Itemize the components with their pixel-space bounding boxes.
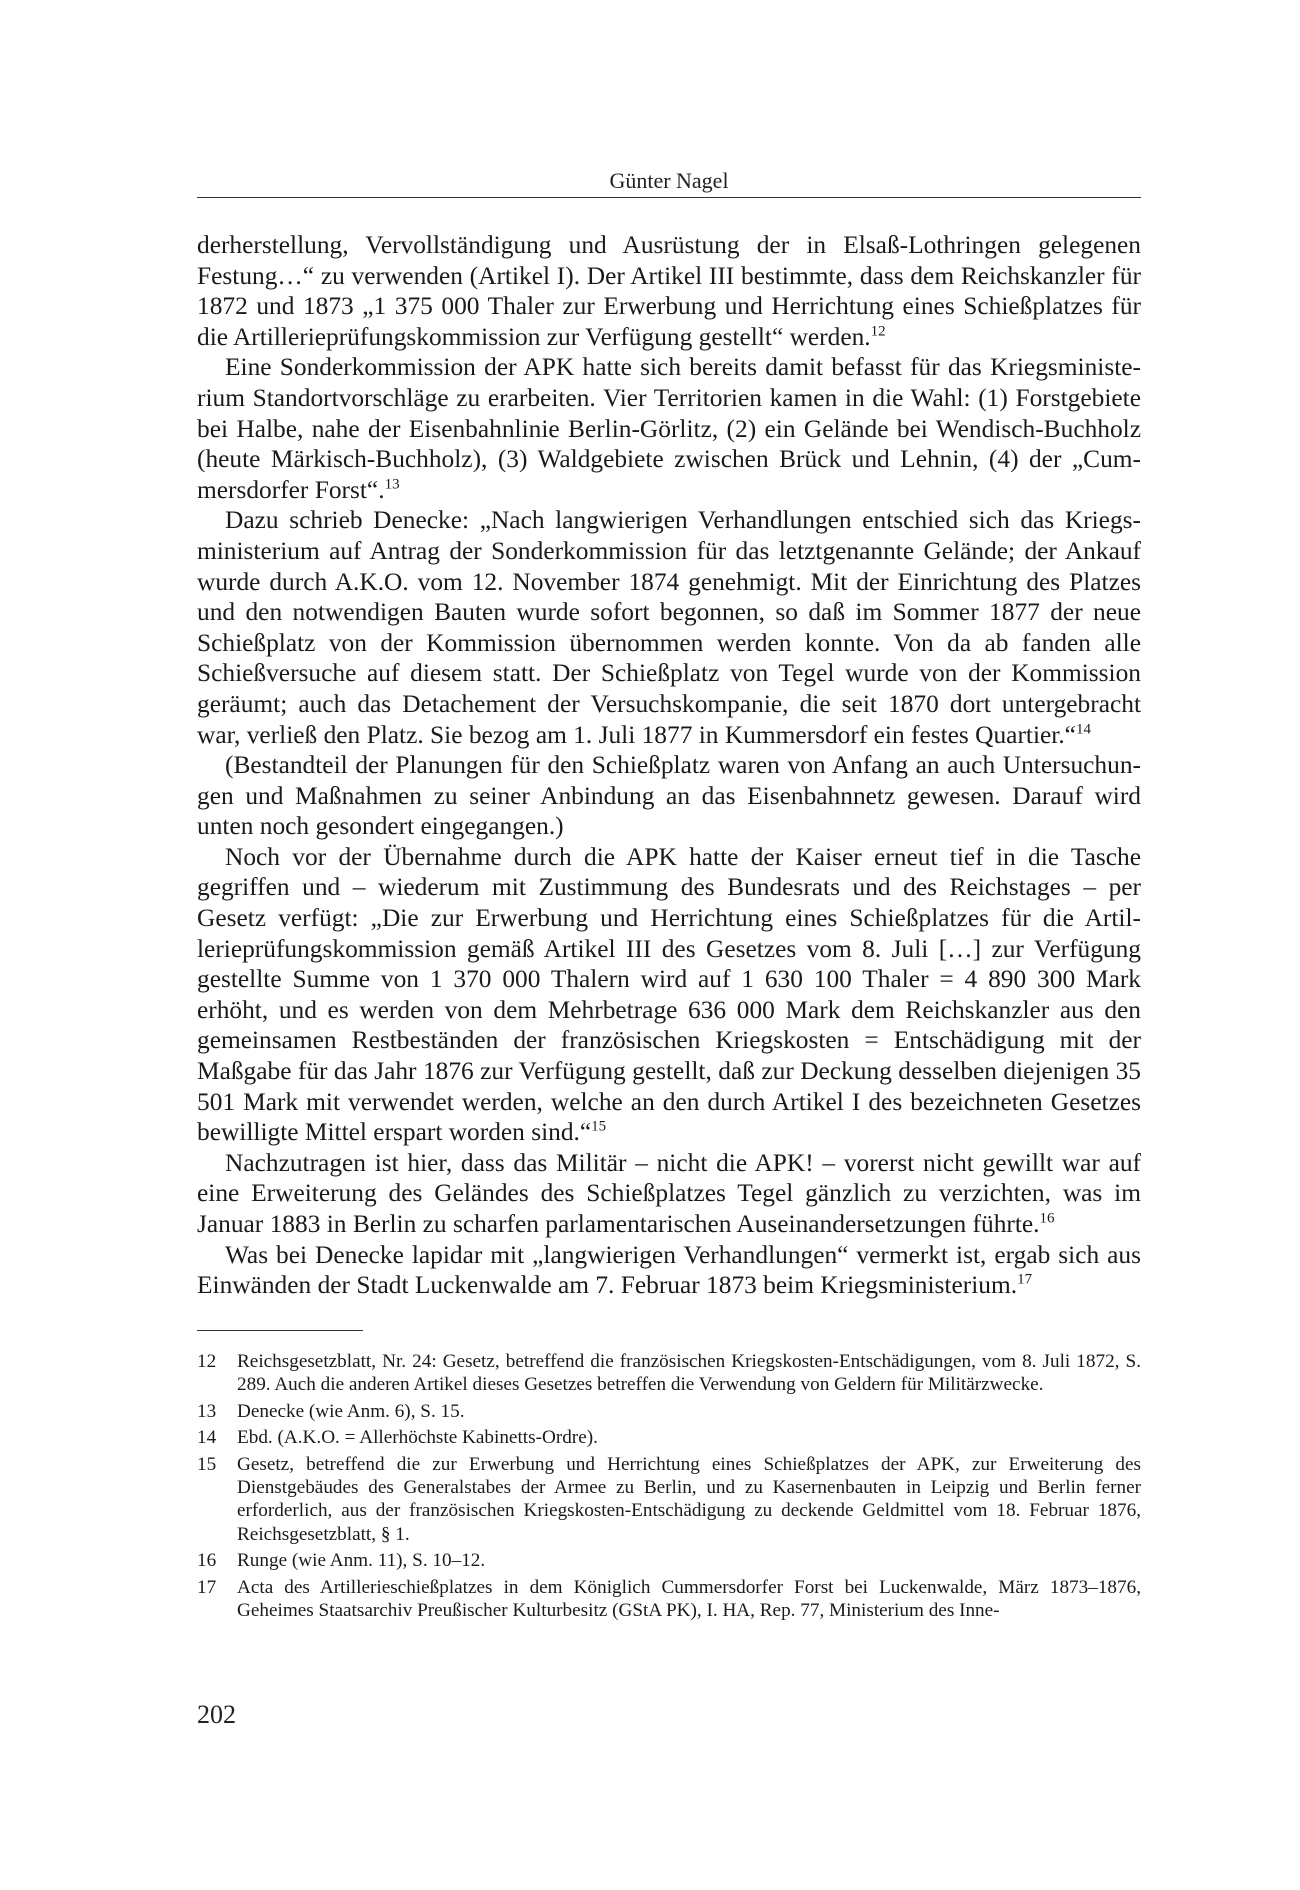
paragraph xyxy=(197,505,1141,750)
paragraph-text: (Bestandteil der Planungen für den Schießplatz waren von Anfang an auch Untersuchungen und Maßnahmen zu seiner Anbindung an das Eisenbahnnetz gewesen. Darauf wird unten noch gesondert eingegangen.) xyxy=(197,751,1141,841)
footnote xyxy=(197,1453,1141,1547)
footnote-text: Ebd. (A.K.O. = Allerhöchste Kabinetts-Ordre). xyxy=(237,1427,598,1449)
footnote-ref[interactable]: 15 xyxy=(591,1118,607,1135)
page-number: 202 xyxy=(197,1700,236,1729)
footnote-ref[interactable]: 17 xyxy=(1017,1271,1033,1288)
footnote-text: Denecke (wie Anm. 6), S. 15. xyxy=(237,1400,465,1422)
footnote-text: Gesetz, betreffend die zur Erwerbung und Herrichtung eines Schießplatzes der APK, zur Erweiterung des Dienstgebäudes des Generalstabes der Armee zu Berlin, und zu Kasernenbauten in Leipzig und Berlin ferner erforderlich, aus der französischen Kriegskosten-Entschädigung zu deckende Geldmittel vom 18. Februar 1876, Reichsgesetzblatt, § 1. xyxy=(237,1453,1141,1545)
footnote xyxy=(197,1400,1141,1423)
footnote-rule xyxy=(197,1330,363,1331)
paragraph-text: Eine Sonderkommission der APK hatte sich bereits damit befasst für das Kriegsministerium Standortvorschläge zu erarbeiten. Vier Territorien kamen in die Wahl: (1) Forstgebiete bei Halbe, nahe der Eisenbahnlinie Berlin-Görlitz, (2) ein Gelände bei Wendisch-Buchholz (heute Märkisch-Buchholz), (3) Waldgebiete zwischen Brück und Lehnin, (4) der „Cummersdorfer Forst“. xyxy=(197,353,1141,504)
paragraph xyxy=(197,352,1141,505)
running-head: Günter Nagel xyxy=(609,168,729,193)
footnote-text: Acta des Artillerieschießplatzes in dem Königlich Cummersdorfer Forst bei Luckenwalde, März 1873–1876, Geheimes Staatsarchiv Preußischer Kulturbesitz (GStA PK), I. HA, Rep. 77, Ministerium des Inne- xyxy=(237,1576,1141,1622)
footnote-number: 14 xyxy=(197,1427,217,1449)
footnote-number: 12 xyxy=(197,1351,217,1372)
paragraph-text: Nachzutragen ist hier, dass das Militär – nicht die APK! – vorerst nicht gewillt war auf eine Erweiterung des Geländes des Schießplatzes Tegel gänzlich zu verzichten, was im Januar 1883 in Berlin zu scharfen parlamentarischen Auseinandersetzungen führte. xyxy=(197,1148,1141,1238)
footnote-ref[interactable]: 14 xyxy=(1075,721,1091,738)
footnote-text: Runge (wie Anm. 11), S. 10–12. xyxy=(237,1550,486,1572)
footnote-ref[interactable]: 13 xyxy=(384,476,400,493)
header-rule xyxy=(197,197,1141,198)
footnote-text: Reichsgesetzblatt, Nr. 24: Gesetz, betreffend die französischen Kriegskosten-Entschädigungen, vom 8. Juli 1872, S. 289. Auch die anderen Artikel dieses Gesetzes betreffen die Verwendung von Geldern für Militärzwecke. xyxy=(237,1351,1141,1396)
footnote xyxy=(197,1549,1141,1572)
paragraph xyxy=(197,750,1141,842)
footnote xyxy=(197,1350,1141,1397)
footnote-number: 15 xyxy=(197,1453,217,1475)
paragraph-text: Noch vor der Übernahme durch die APK hatte der Kaiser erneut tief in die Tasche gegriffen und – wiederum mit Zustimmung des Bundesrats und des Reichstages – per Gesetz verfügt: „Die zur Erwerbung und Herrichtung eines Schießplatzes für die Artillerieprüfungskommission gemäß Artikel III des Gesetzes vom 8. Juli […] zur Verfügung gestellte Summe von 1 370 000 Thalern wird auf 1 630 100 Thaler = 4 890 300 Mark erhöht, und es werden von dem Mehrbetrage 636 000 Mark dem Reichskanzler aus den gemeinsamen Restbeständen der französischen Kriegskosten = Entschädigung mit der Maßgabe für das Jahr 1876 zur Verfügung gestellt, daß zur Deckung desselben diejenigen 35 501 Mark mit verwendet werden, welche an den durch Artikel I des bezeichneten Gesetzes bewilligte Mittel erspart worden sind.“ xyxy=(197,842,1141,1147)
footnote-number: 13 xyxy=(197,1400,217,1422)
paragraph-text: Dazu schrieb Denecke: „Nach langwierigen Verhandlungen entschied sich das Kriegsministerium auf Antrag der Sonderkommission für das letztgenannte Gelände; der Ankauf wurde durch A.K.O. vom 12. November 1874 genehmigt. Mit der Einrichtung des Platzes und den notwendigen Bauten wurde sofort begonnen, so daß im Sommer 1877 der neue Schießplatz von der Kommission übernommen werden konnte. Von da ab fanden alle Schießversuche auf diesem statt. Der Schießplatz von Tegel wurde von der Kommission geräumt; auch das Detachement der Versuchskompanie, die seit 1870 dort untergebracht war, verließ den Platz. Sie bezog am 1. Juli 1877 in Kummersdorf ein festes Quartier.“ xyxy=(197,506,1141,749)
paragraph xyxy=(197,1148,1141,1240)
paragraph xyxy=(197,230,1141,352)
body-text xyxy=(197,230,1141,1301)
footnote xyxy=(197,1576,1141,1623)
paragraph-text: Was bei Denecke lapidar mit „langwierigen Verhandlungen“ vermerkt ist, ergab sich aus Einwänden der Stadt Luckenwalde am 7. Februar 1873 beim Kriegsministerium. xyxy=(197,1240,1141,1300)
footnote-number: 16 xyxy=(197,1550,217,1572)
footnote xyxy=(197,1426,1141,1449)
footnote-number: 17 xyxy=(197,1576,217,1598)
footnotes xyxy=(197,1350,1141,1625)
paragraph xyxy=(197,1240,1141,1301)
paragraph xyxy=(197,842,1141,1148)
footnote-ref[interactable]: 12 xyxy=(870,323,886,340)
footnote-ref[interactable]: 16 xyxy=(1039,1210,1055,1227)
paragraph-text: derherstellung, Vervollständigung und Ausrüstung der in Elsaß-Lothringen gelegenen Festung…“ zu verwenden (Artikel I). Der Artikel III bestimmte, dass dem Reichskanzler für 1872 und 1873 „1 375 000 Thaler zur Erwerbung und Herrichtung eines Schießplatzes für die Artillerieprüfungskommission zur Verfügung gestellt“ werden. xyxy=(197,231,1141,351)
